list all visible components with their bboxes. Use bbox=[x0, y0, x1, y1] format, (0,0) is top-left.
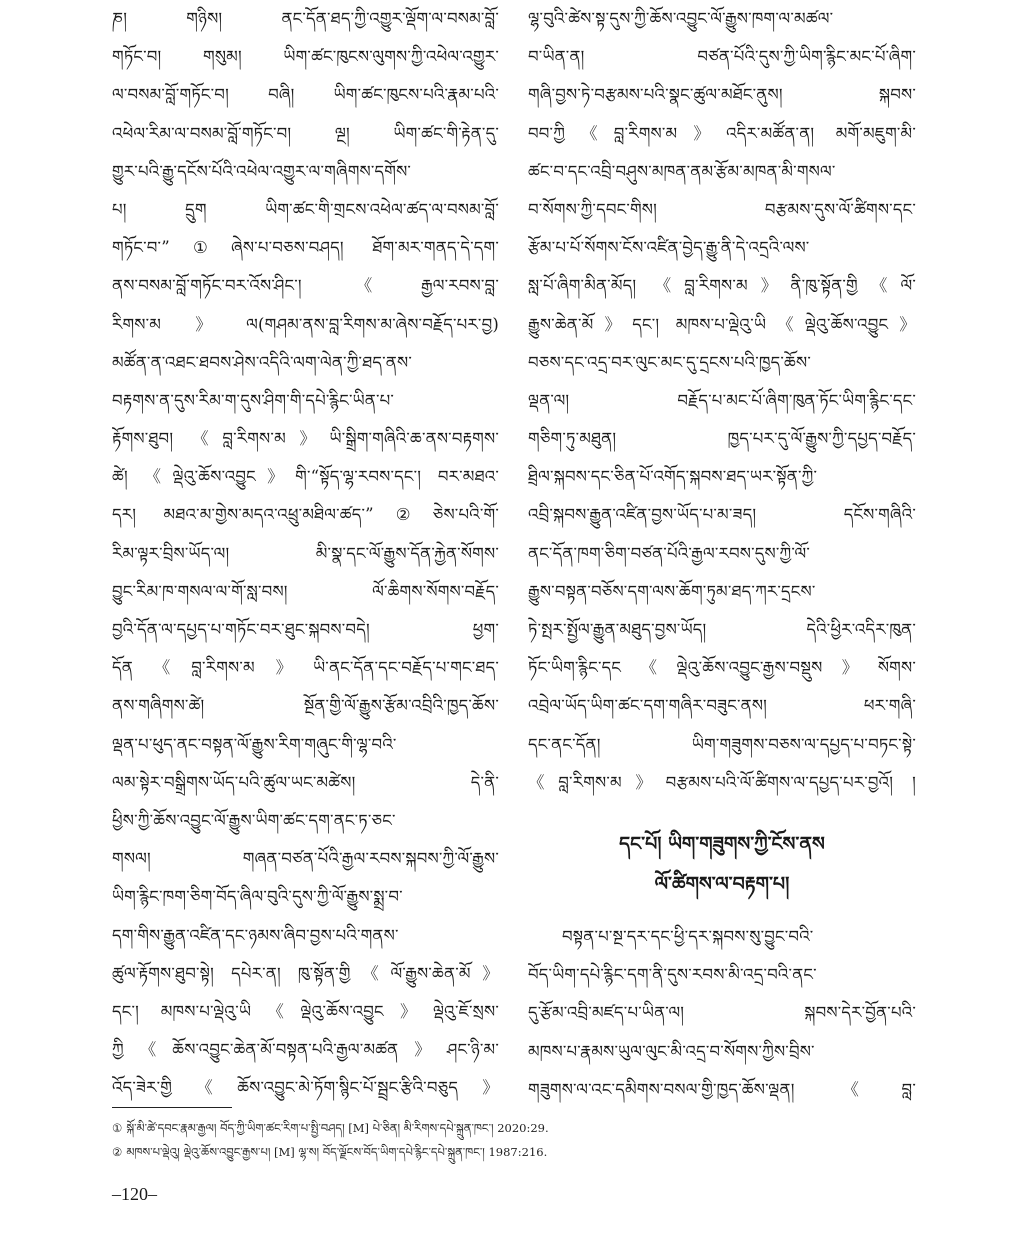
footnotes bbox=[112, 1116, 912, 1164]
text-line: ཏོང་ཡིག་རྙིང་དང《ལྡེའུ་ཆོས་འབྱུང་རྒྱས་བསྡུས》སོགས་ bbox=[528, 658, 916, 678]
text-line: འཕེལ་རིམ་ལ་བསམ་བློ་གཏོང་བ། ལྔ། ཡིག་ཚང་གི་རྟེན་དུ་ bbox=[112, 123, 499, 143]
text-line: གཞི་བྱས་ཏེ་བརྩམས་པའི་སྣང་ཚུལ་མཐོང་ནུས། སྐབས་ bbox=[528, 85, 916, 105]
text-line: དང་ནང་དོན། ཡིག་གཟུགས་བཅས་ལ་དཔྱད་པ་བཏང་སྟེ་ bbox=[528, 734, 916, 754]
text-line: དག་གིས་རྒྱུན་འཛིན་དང་ཉམས་ཞིབ་བྱས་པའི་གནས་ bbox=[112, 925, 399, 945]
text-line: དར། མཐའ་མ་གྱེས་མདའ་འཕྲུ་མཐིལ་ཚད་”②ཅེས་པའི་གོ་ bbox=[112, 505, 499, 525]
text-line: དོན《བླ་རིགས་མ》ཡི་ནང་དོན་དང་བརྗོད་པ་གང་ཐད་ bbox=[112, 658, 499, 678]
text-line: ཎ། གཉིས། ནང་དོན་ཐད་ཀྱི་འགྱུར་ལྡོག་ལ་བསམ་བློ་ bbox=[112, 9, 499, 28]
text-line: ཚུལ་རྟོགས་ཐུབ་སྟེ། དཔེར་ན། ཁུ་སྟོན་གྱི《ལོ་རྒྱུས་ཆེན་མོ》 bbox=[112, 963, 499, 983]
text-line: རིགས་མ》ལ(གཤམ་ནས་བླ་རིགས་མ་ཞེས་བརྗོད་པར་བྱ) bbox=[112, 314, 499, 334]
text-line: ནས་བསམ་བློ་གཏོང་བར་འོས་ཤིང་། 《རྒྱལ་རབས་བླ་ bbox=[112, 276, 499, 296]
text-line: ནང་དོན་ཁག་ཅིག་བཙན་པོའི་རྒྱལ་རབས་དུས་ཀྱི་ལོ་ bbox=[528, 543, 811, 563]
text-line: ནས་གཞིགས་ཚེ། སྔོན་གྱི་ལོ་རྒྱུས་རྩོམ་འབྲིའི་ཁྱད་ཆོས་ bbox=[112, 696, 499, 716]
text-line: གཏོང་བ། གསུམ། ཡིག་ཚང་ཁུངས་ལུགས་ཀྱི་འཕེལ་འགྱུར་ bbox=[112, 47, 499, 67]
footnote-2-text: མཁས་པ་ལྡེའུ། ལྡེའུ་ཆོས་འབྱུང་རྒྱས་པ། [M] ལྷ་ས། བོད་ལྗོངས་བོད་ཡིག་དཔེ་རྙིང་དཔེ་སྐྲུན་ཁང་། 1987:216. bbox=[126, 1145, 548, 1159]
text-line: རྟོགས་ཐུབ། 《བླ་རིགས་མ》ཡི་སྒྲིག་གཞིའི་ཆ་ནས་བརྟགས་ bbox=[112, 429, 499, 449]
text-line: འབྲེལ་ཡོད་ཡིག་ཚང་དག་གཞིར་བཟུང་ནས། ཕར་གཞི་ bbox=[528, 696, 916, 716]
text-line: ལྡན་པ་ཕུད་ནང་བསྟན་ལོ་རྒྱུས་རིག་གཞུང་གི་ལྷ་བའི་ bbox=[112, 734, 397, 754]
left-text-column bbox=[112, 0, 499, 1107]
footnote-1 bbox=[112, 1116, 912, 1140]
text-line: འོད་ཟེར་གྱི《ཆོས་འབྱུང་མེ་ཏོག་སྙིང་པོ་སྦྲང་རྩིའི་བཅུད》 bbox=[112, 1078, 499, 1098]
text-line: མཁས་པ་རྣམས་ཡུལ་ལུང་མི་འདྲ་བ་སོགས་ཀྱིས་བྲིས་ bbox=[528, 1041, 815, 1061]
text-line: བོད་ཡིག་དཔེ་རྙིང་དག་ནི་དུས་རབས་མི་འདྲ་བའི་ནང་ bbox=[528, 965, 817, 985]
text-line: གསལ། གཞན་བཙན་པོའི་རྒྱལ་རབས་སྐབས་ཀྱི་ལོ་རྒྱུས་ bbox=[112, 849, 499, 869]
text-line: བསྟན་པ་སྔ་དར་དང་ཕྱི་དར་སྐབས་སུ་བྱུང་བའི་ bbox=[562, 926, 814, 946]
text-line: བ་ཡིན་ན། བཙན་པོའི་དུས་ཀྱི་ཡིག་རྙིང་མང་པོ་ཞིག་ bbox=[528, 47, 916, 67]
text-line: ཚེ། 《ལྡེའུ་ཆོས་འབྱུང》གི་“སྟོད་ལྷ་རབས་དང་། བར་མཐའ་ bbox=[112, 467, 499, 487]
text-line: རྩོམ་པ་པོ་སོགས་ངོས་འཛིན་བྱེད་རྒྱུ་ནི་དེ་འདྲའི་ལས་ bbox=[528, 238, 810, 258]
text-line: 《བླ་རིགས་མ》བརྩམས་པའི་ལོ་ཚིགས་ལ་དཔྱད་པར་བྱའོ། ། bbox=[528, 772, 916, 792]
text-line: བྱུང་རིམ་ཁ་གསལ་ལ་གོ་སླ་བས། ལོ་ཆིགས་སོགས་བརྗོད་ bbox=[112, 581, 499, 601]
text-line: ཏེ་སྤར་སྤྱོལ་རྒྱུན་མཐུད་བྱས་ཡོད། དེའི་ཕྱིར་འདིར་ཁུན་ bbox=[528, 620, 916, 639]
text-line: བ་སོགས་ཀྱི་དབང་གིས། བརྩམས་དུས་ལོ་ཚིགས་དང་ bbox=[528, 199, 916, 219]
text-line: ཚང་བ་དང་འབྲི་བཤུས་མཁན་ནམ་རྩོམ་མཁན་མི་གསལ་ bbox=[528, 161, 836, 181]
text-line: སླ་པོ་ཞིག་མིན་མོད། 《བླ་རིགས་མ》ནི་ཁུ་སྟོན་གྱི《ལོ་ bbox=[528, 276, 916, 296]
footnote-rule bbox=[112, 1107, 232, 1108]
text-line: རྒྱུས་ཆེན་མོ》དང་། མཁས་པ་ལྡེའུ་ཡི《ལྡེའུ་ཆོས་འབྱུང》 bbox=[528, 314, 916, 334]
text-line: བཅས་དང་འདྲ་བར་ལུང་མང་དུ་དྲངས་པའི་ཁྱད་ཆོས་ bbox=[528, 352, 812, 372]
text-line: གཟུགས་ལ་འང་དམིགས་བསལ་གྱི་ཁྱད་ཆོས་ལྡན། 《བླ་ bbox=[528, 1079, 916, 1099]
text-line: ཀྱི《ཆོས་འབྱུང་ཆེན་མོ་བསྟན་པའི་རྒྱལ་མཚན》ཤང་ཉི་མ་ bbox=[112, 1040, 499, 1060]
text-line: བྱའི་དོན་ལ་དཔྱད་པ་གཏོང་བར་ཐུང་སྐབས་བདེ། ཕྱག་ bbox=[112, 620, 499, 639]
page-number: –120– bbox=[112, 1184, 157, 1204]
text-line: ཐྲིལ་སྐབས་དང་ཅིན་པོ་འགོད་སྐབས་ཐད་ཡར་སྟོན་ཀྱི་ bbox=[528, 467, 818, 487]
footnote-2-mark: ② bbox=[112, 1145, 123, 1159]
footnote-2 bbox=[112, 1140, 912, 1164]
text-line: པ། དྲུག ཡིག་ཚང་གི་གྲངས་འཕེལ་ཚད་ལ་བསམ་བློ་ bbox=[112, 199, 499, 219]
text-line: བབ་ཀྱི《བླ་རིགས་མ》འདིར་མཚོན་ན། མགོ་མཇུག་མི་ bbox=[528, 123, 916, 143]
text-line: ལམ་སྟེར་བསྒྲིགས་ཡོད་པའི་ཚུལ་ཡང་མཚེས། དེ་ནི་ bbox=[112, 772, 499, 792]
text-line: གྱུར་པའི་རྒྱུ་དངོས་པོའི་འཕེལ་འགྱུར་ལ་གཞིགས་དགོས་ bbox=[112, 161, 412, 181]
right-text-column bbox=[528, 0, 916, 1109]
text-line: རིམ་ལྟར་བྲིས་ཡོད་ལ། མི་སྣ་དང་ལོ་རྒྱུས་དོན་རྐྱེན་སོགས་ bbox=[112, 543, 499, 563]
footnote-1-mark: ① bbox=[112, 1121, 123, 1135]
text-line: བརྟགས་ན་དུས་རིམ་ག་དུས་ཤིག་གི་དཔེ་རྙིང་ཡིན་པ་ bbox=[112, 390, 395, 410]
text-line: ལ་བསམ་བློ་གཏོང་བ། བཞི། ཡིག་ཚང་ཁུངས་པའི་རྣམ་པའི་ bbox=[112, 85, 499, 105]
text-line: དུ་རྩོམ་འབྲི་མཛད་པ་ཡིན་ལ། སྐབས་དེར་བྱོན་པའི་ bbox=[528, 1003, 916, 1023]
section-heading bbox=[528, 824, 916, 904]
text-line: དང་། མཁས་པ་ལྡེའུ་ཡི《ལྡེའུ་ཆོས་འབྱུང》ལྡེའུ་ཇོ་སྲས་ bbox=[112, 1001, 499, 1021]
text-line: ཡིག་རྙིང་ཁག་ཅིག་བོད་ཞིལ་བུའི་དུས་ཀྱི་ལོ་རྒྱུས་སྨྲ་བ་ bbox=[112, 887, 403, 907]
footnote-1-text: སྐོ་མི་ཚེ་དབང་རྣམ་རྒྱལ། བོད་ཀྱི་ཡིག་ཚང་རིག་པ་སྤྱི་བཤད། [M] པེ་ཅིན། མི་རིགས་དཔེ་སྐྲུན་ཁང་། 2020:29. bbox=[126, 1121, 549, 1135]
text-line: རྒྱུས་བསྟན་བཅོས་དག་ལས་ཆོག་ཏུམ་ཐད་ཀར་དྲངས་ bbox=[528, 581, 816, 601]
text-line: མཚོན་ན་འཐང་ཐབས་ཤེས་འདིའི་ལག་ལེན་ཀྱི་ཐད་ནས་ bbox=[112, 352, 412, 372]
section-heading-line: ལོ་ཚིགས་ལ་བརྟག་པ། bbox=[654, 872, 790, 895]
text-line: ལྡན་ལ། བརྗོད་པ་མང་པོ་ཞིག་ཁུན་ཏོང་ཡིག་རྙིང་དང་ bbox=[528, 390, 916, 410]
text-line: འབྲི་སྐབས་རྒྱུན་འཛིན་བྱས་ཡོད་པ་མ་ཟད། དངོས་གཞིའི་ bbox=[528, 505, 916, 525]
section-heading-line: དང་པོ། ཡིག་གཟུགས་ཀྱི་ངོས་ནས bbox=[619, 832, 825, 855]
text-line: གཏོང་བ་”①ཞེས་པ་བཅས་བཤད། ཐོག་མར་གནད་དེ་དག་ bbox=[112, 238, 499, 258]
text-line: གཅིག་ཏུ་མཐུན། ཁྱད་པར་དུ་ལོ་རྒྱུས་ཀྱི་དཔྱད་བརྗོད་ bbox=[528, 429, 916, 449]
text-line: ལྷ་བུའི་ཚེས་སྟ་དུས་ཀྱི་ཆོས་འབྱུང་ལོ་རྒྱུས་ཁག་ལ་མཚལ་ bbox=[528, 9, 834, 28]
text-line: ཕྱིས་ཀྱི་ཆོས་འབྱུང་ལོ་རྒྱུས་ཡིག་ཚང་དག་ནང་ཏ་ཅང་ bbox=[112, 810, 396, 830]
